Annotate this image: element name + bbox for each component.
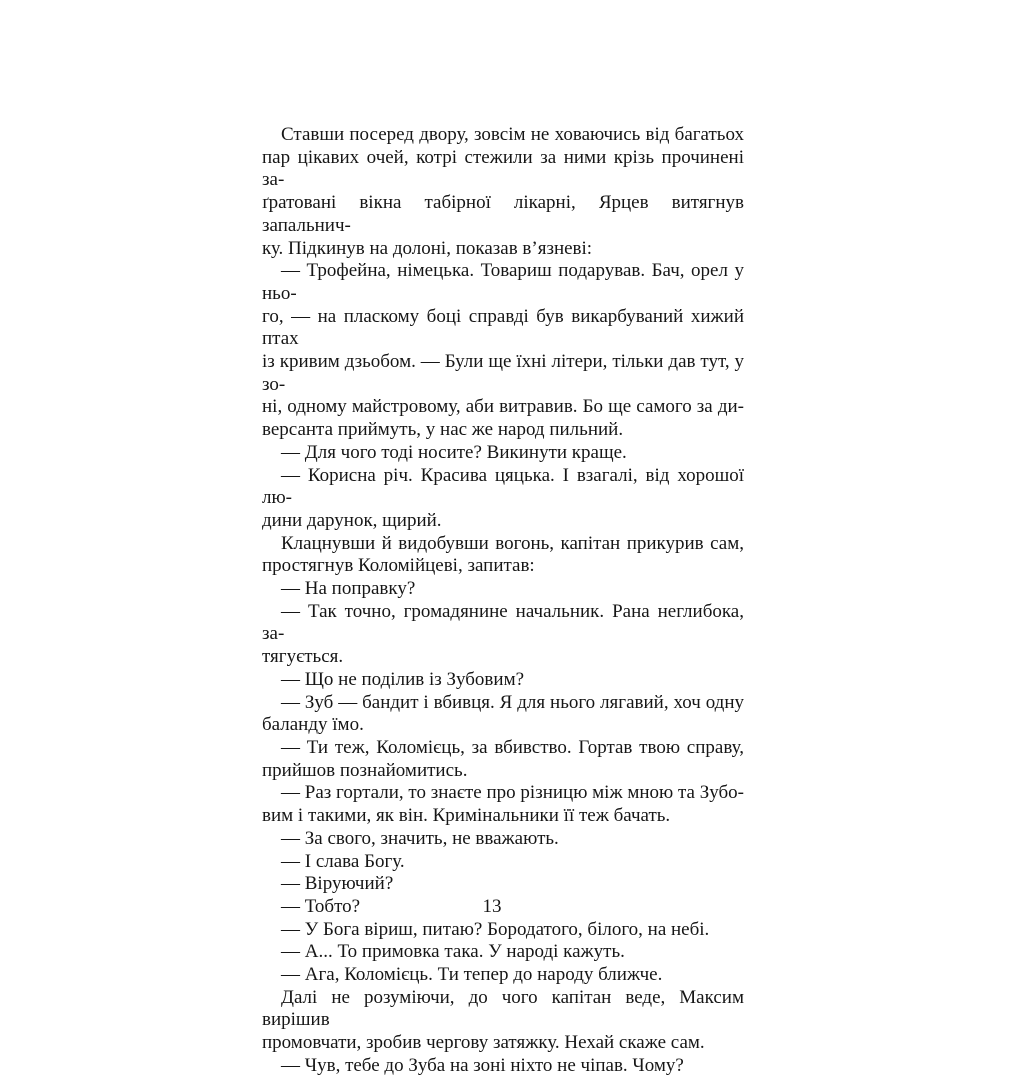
paragraph	[262, 533, 744, 578]
text-line: — Раз гортали, то знаєте про різницю між мною та Зубо-	[281, 782, 744, 804]
text-line: — Що не поділив із Зубовим?	[281, 668, 525, 690]
paragraph	[262, 260, 744, 442]
paragraph	[262, 442, 744, 465]
text-line: вим і такими, як він. Кримінальники її теж бачать.	[262, 805, 671, 827]
text-line: промовчати, зробив чергову затяжку. Нехай скаже сам.	[262, 1032, 705, 1054]
paragraph	[262, 919, 744, 942]
text-line: Ставши посеред двору, зовсім не ховаючись від багатьох	[281, 124, 744, 145]
text-line: тягується.	[262, 646, 344, 668]
paragraph	[262, 782, 744, 827]
text-line: із кривим дзьобом. — Були ще їхні літери, тільки дав тут, у зо-	[262, 351, 744, 395]
text-line: — На поправку?	[281, 578, 416, 600]
text-line: ґратовані вікна табірної лікарні, Ярцев витягнув запальнич-	[262, 192, 744, 236]
text-line: версанта приймуть, у нас же народ пильний.	[262, 419, 624, 441]
text-line: — Тобто?	[281, 895, 361, 917]
text-line: ні, одному майстровому, аби витравив. Бо ще самого за ди-	[262, 396, 744, 418]
page-number: 13	[482, 896, 502, 917]
text-line: дини дарунок, щирий.	[262, 509, 442, 531]
text-line: пар цікавих очей, котрі стежили за ними крізь прочинені за-	[262, 146, 744, 191]
paragraph	[262, 828, 744, 851]
text-line: баланду їмо.	[262, 714, 364, 736]
text-line: — І слава Богу.	[281, 850, 405, 872]
paragraph	[262, 987, 744, 1055]
paragraph	[262, 124, 744, 260]
paragraph	[262, 851, 744, 874]
paragraph	[262, 578, 744, 601]
text-line: — Корисна річ. Красива цяцька. І взагалі, від хорошої лю-	[262, 464, 744, 509]
text-line: ку. Підкинув на долоні, показав в’язневі:	[262, 237, 593, 259]
paragraph	[262, 465, 744, 533]
text-line: — Так точно, громадянине начальник. Рана неглибока, за-	[262, 600, 744, 645]
paragraph	[262, 601, 744, 669]
body-text	[262, 124, 744, 1078]
text-line: — Зуб — бандит і вбивця. Я для нього лягавий, хоч одну	[281, 691, 744, 713]
paragraph	[262, 1055, 744, 1078]
paragraph	[262, 737, 744, 782]
text-line: Клацнувши й видобувши вогонь, капітан прикурив сам,	[281, 532, 744, 554]
text-line: — Чув, тебе до Зуба на зоні ніхто не чіпав. Чому?	[281, 1054, 684, 1076]
paragraph	[262, 692, 744, 737]
text-line: — Трофейна, німецька. Товариш подарував. Бач, орел у ньо-	[262, 260, 744, 304]
text-line: Далі не розуміючи, до чого капітан веде, Максим вирішив	[262, 986, 744, 1031]
text-line: — За свого, значить, не вважають.	[281, 827, 559, 849]
paragraph	[262, 964, 744, 987]
text-line: — Для чого тоді носите? Викинути краще.	[281, 441, 627, 463]
text-line: — А... То примовка така. У народі кажуть.	[281, 941, 625, 963]
text-line: — Ага, Коломієць. Ти тепер до народу ближче.	[281, 964, 663, 986]
text-line: простягнув Коломійцеві, запитав:	[262, 555, 535, 577]
paragraph	[262, 873, 744, 896]
text-line: — Віруючий?	[281, 873, 394, 895]
text-line: го, — на пласкому боці справді був викарбуваний хижий птах	[262, 305, 744, 350]
text-line: — Ти теж, Коломієць, за вбивство. Гортав твою справу,	[281, 736, 744, 758]
paragraph	[262, 941, 744, 964]
paragraph	[262, 669, 744, 692]
text-line: прийшов познайомитись.	[262, 759, 468, 781]
text-line: — У Бога віриш, питаю? Бородатого, білого, на небі.	[281, 918, 710, 940]
